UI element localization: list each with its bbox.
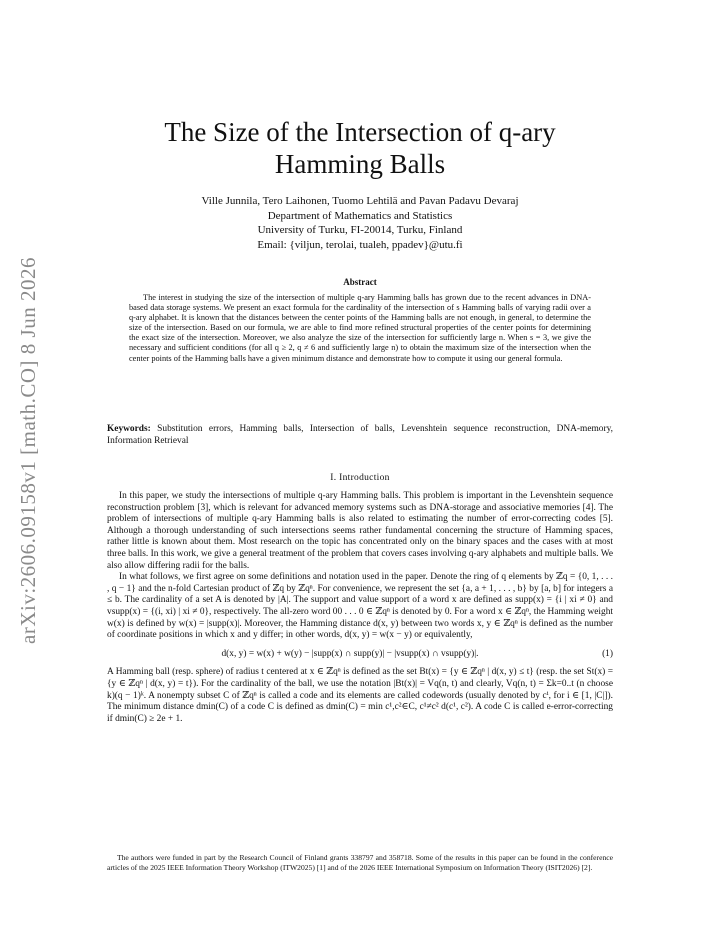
body-paragraph-2: In what follows, we first agree on some definitions and notation used in the paper. Denote the ring of q elements by ℤq = {0, 1, . . . , q − 1} and the n-fold Cartesian product of ℤq by ℤqⁿ. For convenience, we represent the set {a, a + 1, . . . , b} by [a, b] for integers a ≤ b. The cardinality of a set A is denoted by |A|. The support and value support of a word x are defined as supp(x) = {i | xi ≠ 0} and vsupp(x) = {(i, xi) | xi ≠ 0}, respectively. The all-zero word 00 . . . 0 ∈ ℤqⁿ is denoted by 0. For a word x ∈ ℤqⁿ, the Hamming weight w(x) is defined by w(x) = |supp(x)|. Moreover, the Hamming distance d(x, y) between two words x, y ∈ ℤqⁿ is defined as the number of coordinate positions in which x and y differ; in other words, d(x, y) = w(x − y) or equivalently, bbox=[107, 572, 613, 641]
equation-1 bbox=[107, 649, 613, 661]
author-block bbox=[107, 194, 613, 252]
abstract-heading: Abstract bbox=[343, 277, 377, 287]
author-department: Department of Mathematics and Statistics bbox=[267, 209, 453, 222]
body-paragraph-3: A Hamming ball (resp. sphere) of radius t centered at x ∈ ℤqⁿ is defined as the set Bt(x) = {y ∈ ℤqⁿ | d(x, y) ≤ t} (resp. the set St(x) = {y ∈ ℤqⁿ | d(x, y) = t}). For the cardinality of the ball, we use the notation |Bt(x)| = Vq(n, t) and clearly, Vq(n, t) = Σk=0..t (n choose k)(q − 1)ᵏ. A nonempty subset C of ℤqⁿ is called a code and its elements are called codewords (usually denoted by cⁱ, for i ∈ [1, |C|]). The minimum distance dmin(C) of a code C is defined as dmin(C) = min c¹,c²∈C, c¹≠c² d(c¹, c²). A code C is called e-error-correcting if dmin(C) ≥ 2e + 1. bbox=[107, 667, 613, 724]
section-heading: I. Introduction bbox=[330, 473, 390, 483]
arxiv-identifier-text: arXiv:2606.09158v1 [math.CO] 8 Jun 2026 bbox=[15, 256, 40, 644]
keywords bbox=[107, 424, 613, 447]
author-email: Email: {viljun, terolai, tualeh, ppadev}@utu.fi bbox=[257, 238, 463, 251]
author-names: Ville Junnila, Tero Laihonen, Tuomo Lehtilä and Pavan Padavu Devaraj bbox=[201, 195, 519, 207]
keywords-text: Substitution errors, Hamming balls, Intersection of balls, Levenshtein sequence reconstruction, DNA-memory, Information Retrieval bbox=[107, 424, 614, 446]
body-text bbox=[107, 491, 613, 725]
equation-1-body: d(x, y) = w(x) + w(y) − |supp(x) ∩ supp(y)| − |vsupp(x) ∩ vsupp(y)|. bbox=[221, 648, 479, 659]
keywords-label: Keywords: bbox=[107, 424, 151, 434]
arxiv-identifier bbox=[8, 250, 48, 650]
body-paragraph-1: In this paper, we study the intersections of multiple q-ary Hamming balls. This problem is important in the Levenshtein sequence reconstruction problem [3], which is relevant for advanced memory systems such as DNA-storage and associative memories [4]. The problem of intersections of multiple q-ary Hamming balls is also related to estimating the number of error-correcting codes [5]. Although a thorough understanding of such intersections seems rather fundamental concerning the structure of Hamming spaces, rather little is known about them. Most research on the topic has concentrated only on the binary spaces and the cases with at most three balls. In this work, we give a general treatment of the problem that covers cases involving q-ary alphabets and multiple balls. We also allow differing radii for the balls. bbox=[107, 491, 613, 571]
abstract-text: The interest in studying the size of the intersection of multiple q-ary Hamming balls has grown due to the recent advances in DNA-based data storage systems. We present an exact formula for the cardinality of the intersection of s Hamming balls of varying radii over a q-ary alphabet. It is known that the distances between the center points of the Hamming balls are not enough, in general, to determine the size of the intersection. Based on our formula, we are able to find more refined structural properties of the center points for determining the exact size of the intersection. Moreover, we also analyze the size of the intersection for sufficiently large n. When s = 3, we give the necessary and sufficient conditions (for all q ≥ 2, q ≠ 6 and sufficiently large n) to obtain the maximum size of the intersection when the center points of the Hamming balls have a given minimum distance and demonstrate how to compute it using our general formula. bbox=[129, 293, 591, 363]
author-university: University of Turku, FI-20014, Turku, Finland bbox=[257, 224, 463, 236]
paper-title: The Size of the Intersection of q-ary Hamming Balls bbox=[164, 117, 556, 179]
equation-1-number: (1) bbox=[602, 648, 613, 659]
funding-footnote: The authors were funded in part by the Research Council of Finland grants 338797 and 358718. Some of the results in this paper can be found in the conference articles of the 2025 IEEE Information Theory Workshop (ITW2025) [1] and of the 2026 IEEE International Symposium on Information Theory (ISIT2026) [2]. bbox=[107, 853, 613, 872]
